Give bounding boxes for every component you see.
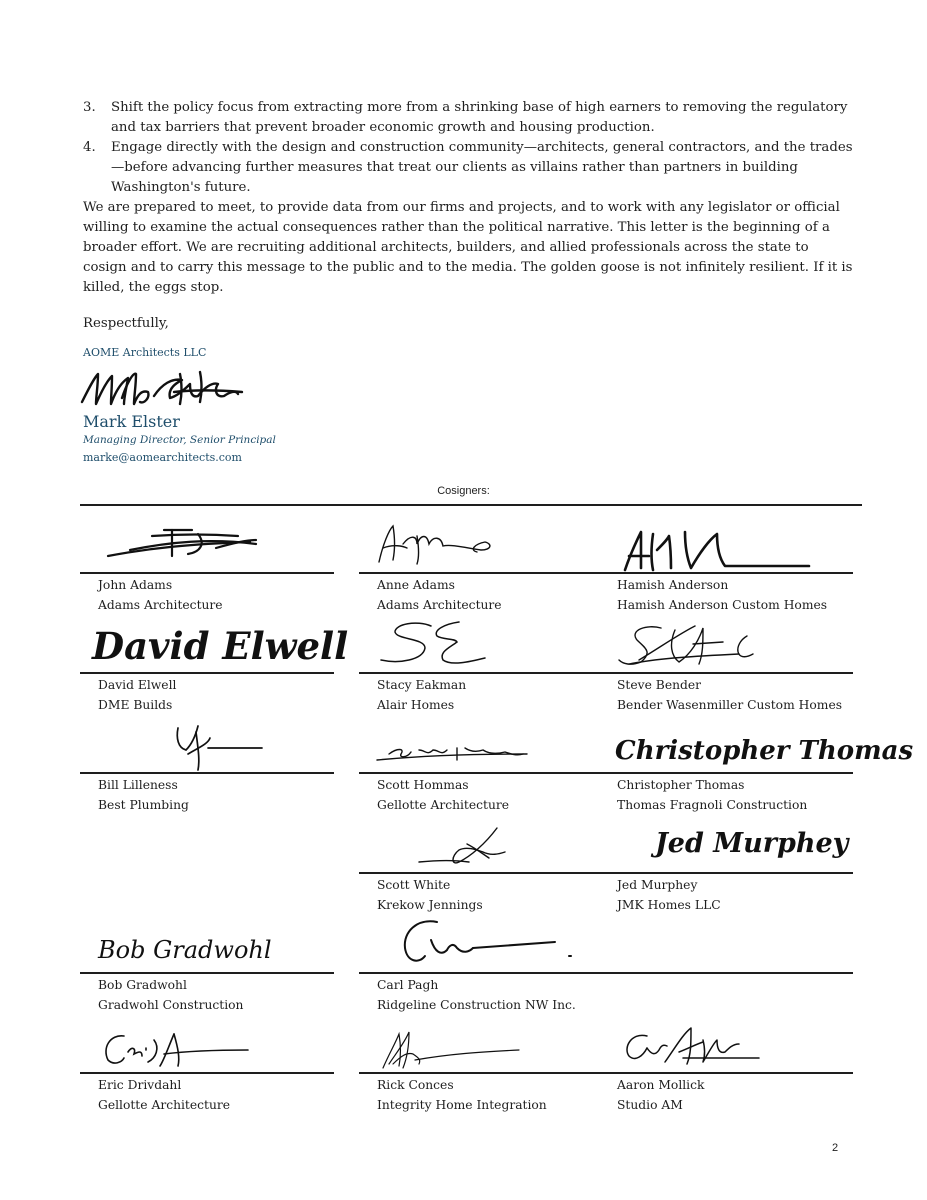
signature-image <box>599 604 853 672</box>
cosigner-company: Integrity Home Integration <box>377 1098 547 1112</box>
signature-line <box>359 1072 613 1074</box>
signature-text: Christopher Thomas <box>615 736 914 766</box>
cosigner-block <box>359 604 613 712</box>
cosigner-block <box>80 904 334 1012</box>
cosigner-name: Jed Murphey <box>617 878 698 892</box>
list-item <box>83 138 853 198</box>
signature-line <box>80 1072 334 1074</box>
signature-image <box>599 504 853 572</box>
signer-name: Mark Elster <box>83 412 180 431</box>
signature-line <box>359 772 613 774</box>
signature-image <box>80 504 334 572</box>
signature-line <box>599 572 853 574</box>
signature-line <box>359 572 613 574</box>
signature-text: Jed Murphey <box>655 828 849 859</box>
cosigner-name: Eric Drivdahl <box>98 1078 182 1092</box>
cosigner-company: Ridgeline Construction NW Inc. <box>377 998 576 1012</box>
cosigner-company: Gellotte Architecture <box>98 1098 231 1112</box>
cosigner-block <box>359 704 613 812</box>
signature-image <box>359 1004 613 1072</box>
cosigner-company: Adams Architecture <box>98 598 223 612</box>
signature-image <box>359 704 613 772</box>
cosigner-company: Adams Architecture <box>377 598 502 612</box>
cosigner-company: Thomas Fragnoli Construction <box>617 798 808 812</box>
cosigner-name: Steve Bender <box>617 678 702 692</box>
signature-line <box>80 672 334 674</box>
cosigner-name: Hamish Anderson <box>617 578 729 592</box>
signature-line <box>80 772 334 774</box>
signature-image <box>599 1004 853 1072</box>
cosigner-block <box>80 704 334 812</box>
list-item <box>83 98 853 138</box>
signature-line <box>80 972 334 974</box>
body-paragraph: We are prepared to meet, to provide data from our firms and projects, and to work with any legislator or official willing to examine the actual consequences rather than the political narrative. This letter is the beginning of a broader effort. We are recruiting additional architects, builders, and allied professionals across the state to cosign and to carry this message to the public and to the media. The golden goose is not infinitely resilient. If it is killed, the eggs stop. <box>83 200 853 295</box>
cosigner-company: Bender Wasenmiller Custom Homes <box>617 698 843 712</box>
cosigner-name: John Adams <box>98 578 173 592</box>
signature-line <box>599 672 853 674</box>
signature-image <box>359 804 613 872</box>
signature-line <box>359 672 613 674</box>
cosigner-block <box>80 1004 334 1112</box>
signature-text: David Elwell <box>92 624 349 668</box>
list-text: Engage directly with the design and construction community—architects, general contractors, and the trades—before advancing further measures that treat our clients as villains rather than partners in building Washington's future. <box>111 140 853 195</box>
cosigner-block <box>599 1004 853 1112</box>
signature-line <box>599 772 853 774</box>
signer-title: Managing Director, Senior Principal <box>83 434 276 446</box>
signature-line <box>599 1072 853 1074</box>
cosigner-name: Carl Pagh <box>377 978 439 992</box>
cosigner-name: Aaron Mollick <box>617 1078 705 1092</box>
list-number: 3. <box>83 100 96 115</box>
list-text: Shift the policy focus from extracting more from a shrinking base of high earners to removing the regulatory and tax barriers that prevent broader economic growth and housing production. <box>111 100 848 135</box>
signature-line <box>599 972 853 974</box>
list-number: 4. <box>83 140 96 155</box>
signature-line <box>359 972 613 974</box>
cosigner-company: DME Builds <box>98 698 173 712</box>
cosigner-block <box>599 904 853 1002</box>
cosigner-name: Scott White <box>377 878 451 892</box>
cosigners-label: Cosigners: <box>437 485 490 497</box>
numbered-list <box>83 98 853 198</box>
cosigner-company: Alair Homes <box>377 698 455 712</box>
cosigner-name: Bob Gradwohl <box>98 978 187 992</box>
signature-image <box>359 904 613 972</box>
cosigner-company: Best Plumbing <box>98 798 189 812</box>
signature-image <box>359 504 613 572</box>
cosigner-block <box>359 904 613 1012</box>
signature-image <box>80 704 334 772</box>
cosigner-company: JMK Homes LLC <box>617 898 721 912</box>
page-number: 2 <box>832 1142 839 1154</box>
cosigner-name: David Elwell <box>98 678 177 692</box>
cosigner-name: Christopher Thomas <box>617 778 745 792</box>
cosigner-block <box>80 504 334 612</box>
cosigner-company: Studio AM <box>617 1098 683 1112</box>
cosigner-block <box>359 804 613 912</box>
cosigner-block <box>599 604 853 712</box>
signature-image <box>78 360 248 414</box>
signature-line <box>359 872 613 874</box>
cosigner-company: Gradwohl Construction <box>98 998 244 1012</box>
cosigner-block <box>599 504 853 612</box>
cosigner-name: Stacy Eakman <box>377 678 467 692</box>
cosigner-name: Anne Adams <box>377 578 455 592</box>
cosigner-name: Rick Conces <box>377 1078 454 1092</box>
cosigner-block <box>599 704 914 812</box>
signature-image <box>80 1004 334 1072</box>
cosigner-company: Hamish Anderson Custom Homes <box>617 598 828 612</box>
cosigner-company: Gellotte Architecture <box>377 798 510 812</box>
signature-line <box>80 572 334 574</box>
cosigner-block <box>80 604 349 712</box>
signature-text: Bob Gradwohl <box>98 936 272 964</box>
cosigner-block <box>359 1004 613 1112</box>
signature-image <box>359 604 613 672</box>
signature-line <box>599 872 853 874</box>
signer-email: marke@aomearchitects.com <box>83 451 242 464</box>
cosigner-name: Bill Lilleness <box>98 778 178 792</box>
cosigner-block <box>599 804 853 912</box>
cosigner-name: Scott Hommas <box>377 778 469 792</box>
cosigner-block <box>359 504 613 612</box>
closing: Respectfully, <box>83 316 169 331</box>
cosigner-company: Krekow Jennings <box>377 898 483 912</box>
firm-name: AOME Architects LLC <box>83 346 207 359</box>
